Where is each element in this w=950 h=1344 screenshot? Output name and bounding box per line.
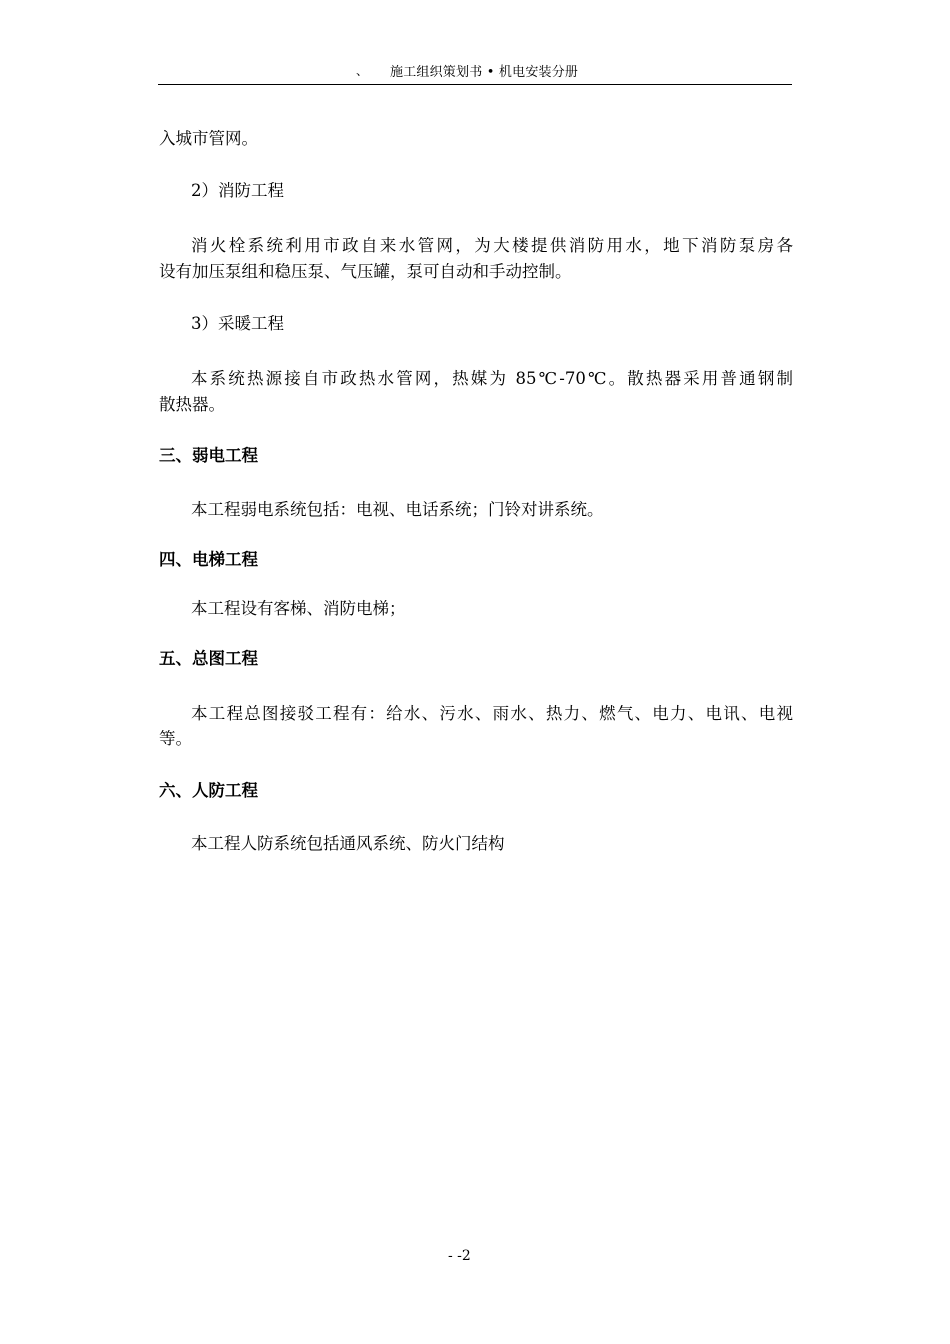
subsection-fire-title: 2）消防工程 — [191, 181, 284, 200]
section-site-title: 五、总图工程 — [159, 649, 258, 668]
section-elevator-title: 四、电梯工程 — [159, 550, 258, 569]
section-elevator-text: 本工程设有客梯、消防电梯； — [191, 599, 406, 618]
header-mark: 、 — [356, 64, 369, 78]
paragraph-continue: 入城市管网。 — [159, 129, 258, 148]
page-header — [158, 62, 792, 85]
subsection-heating-line1: 本系统热源接自市政热水管网，热媒为 85℃-70℃。散热器采用普通钢制 — [191, 369, 793, 388]
section-site-line1: 本工程总图接驳工程有：给水、污水、雨水、热力、燃气、电力、电讯、电视 — [191, 704, 793, 723]
subsection-fire-line1: 消火栓系统利用市政自来水管网，为大楼提供消防用水，地下消防泵房各 — [191, 236, 793, 255]
subsection-fire-line2: 设有加压泵组和稳压泵、气压罐，泵可自动和手动控制。 — [159, 262, 572, 281]
section-civil-defense-title: 六、人防工程 — [159, 781, 258, 800]
section-weak-current-text: 本工程弱电系统包括：电视、电话系统；门铃对讲系统。 — [191, 500, 604, 519]
subsection-heating-line2: 散热器。 — [159, 395, 225, 414]
header-title: 施工组织策划书 • 机电安装分册 — [390, 65, 579, 80]
section-site-line2: 等。 — [159, 729, 192, 748]
subsection-heating-title: 3）采暖工程 — [191, 314, 284, 333]
section-civil-defense-text: 本工程人防系统包括通风系统、防火门结构 — [191, 834, 505, 853]
section-weak-current-title: 三、弱电工程 — [159, 446, 258, 465]
page-number: - -2 — [448, 1248, 471, 1264]
